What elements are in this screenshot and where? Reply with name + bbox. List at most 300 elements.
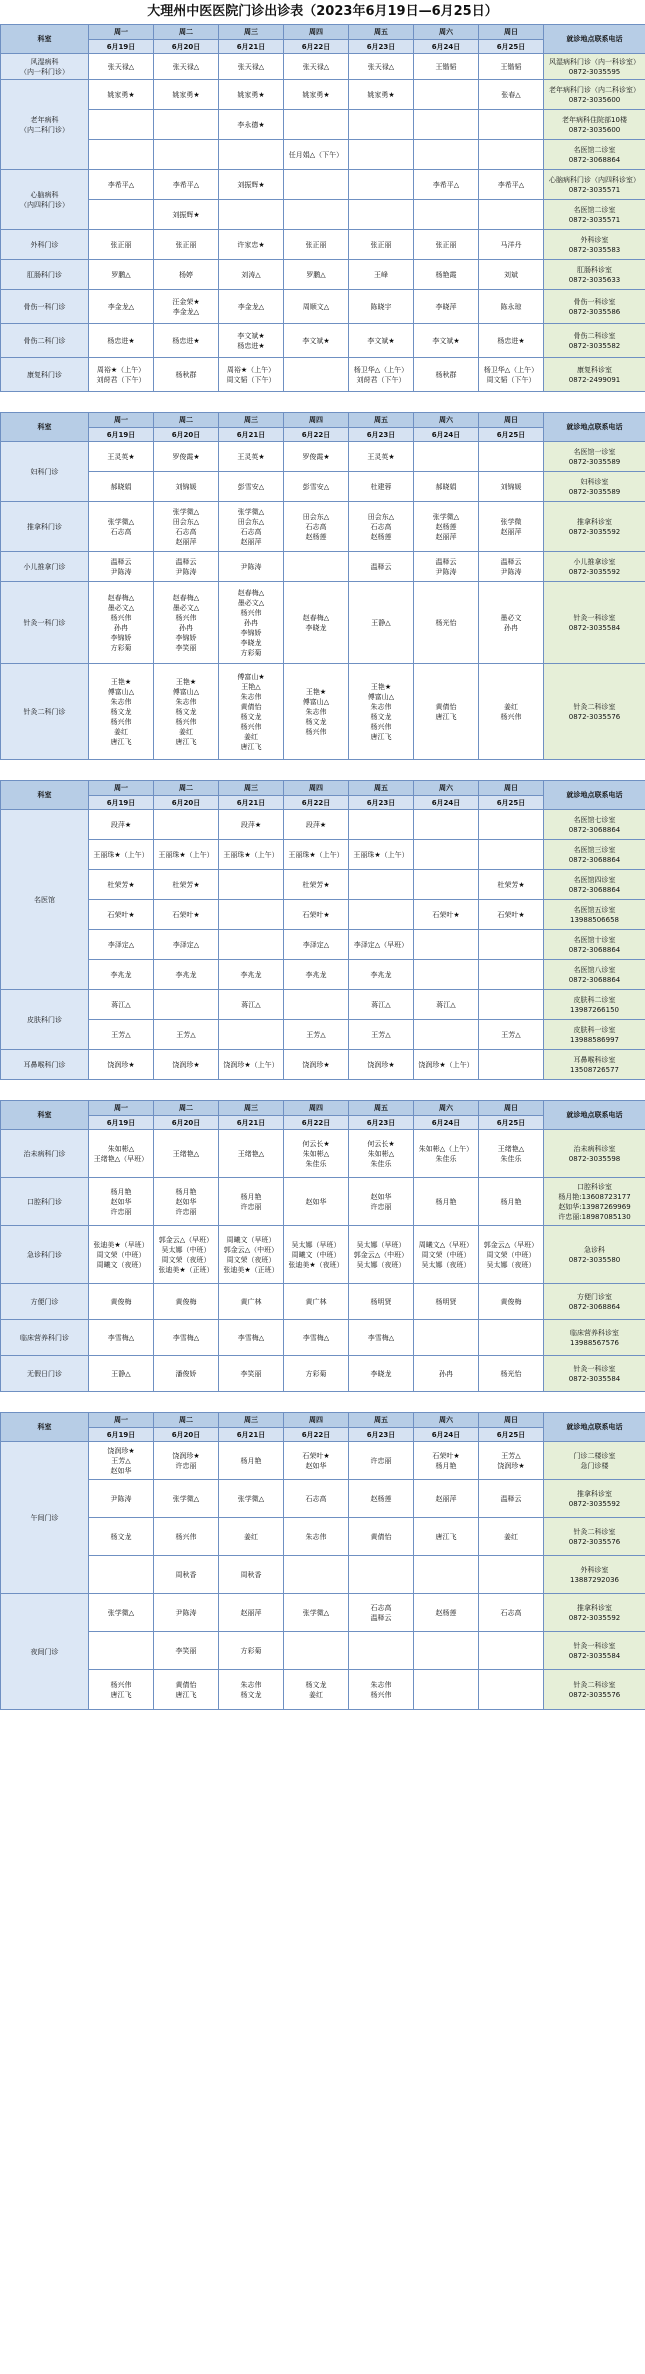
- cell-text: 午间门诊: [30, 1513, 59, 1522]
- cell-text: 李笑丽: [240, 1369, 262, 1378]
- column-header-contact: 就诊地点联系电话: [544, 25, 645, 54]
- cell-text: 彭雪安△: [302, 482, 330, 491]
- header-row-weekdays: [1, 781, 645, 796]
- doctor-cell: [219, 1020, 284, 1050]
- column-header-weekday: 周四: [284, 781, 349, 796]
- cell-text: 何云长★: [367, 1139, 395, 1148]
- table-row: [1, 1356, 645, 1392]
- cell-text: 老年病科住院部10楼: [562, 115, 627, 124]
- cell-text: 王艳★: [370, 682, 392, 691]
- table-row: [1, 990, 645, 1020]
- cell-text: 王艳★: [305, 687, 327, 696]
- doctor-cell: [414, 472, 479, 502]
- cell-text: 杨月艳: [240, 1192, 262, 1201]
- cell-text: 段萍★: [240, 820, 262, 829]
- doctor-cell: [414, 990, 479, 1020]
- doctor-cell: [414, 324, 479, 358]
- cell-text: 0872-3035600: [568, 95, 621, 104]
- cell-text: 0872-3035584: [568, 623, 621, 632]
- dept-cell: [1, 1226, 89, 1284]
- cell-text: 推拿科诊室: [577, 1489, 612, 1498]
- contact-cell: [544, 324, 645, 358]
- column-header-contact: 就诊地点联系电话: [544, 1413, 645, 1442]
- contact-cell: [544, 990, 645, 1020]
- doctor-cell: [349, 54, 414, 80]
- doctor-cell: [89, 358, 154, 392]
- cell-text: 杨兴伟: [500, 712, 522, 721]
- doctor-cell: [414, 1594, 479, 1632]
- table-row: [1, 110, 645, 140]
- column-header-date: 6月19日: [89, 1428, 154, 1442]
- header-row-weekdays: [1, 1413, 645, 1428]
- cell-text: 0872-3035576: [568, 712, 621, 721]
- cell-text: 黄倩怡: [370, 1532, 392, 1541]
- doctor-cell: [414, 1442, 479, 1480]
- column-header-weekday: 周三: [219, 413, 284, 428]
- contact-cell: [544, 54, 645, 80]
- cell-text: 张正丽: [370, 240, 392, 249]
- doctor-cell: [284, 170, 349, 200]
- column-header-date: 6月22日: [284, 1116, 349, 1130]
- table-row: [1, 810, 645, 840]
- schedule-table: [0, 412, 645, 760]
- cell-text: 张学微△: [237, 507, 265, 516]
- column-header-weekday: 周一: [89, 1101, 154, 1116]
- cell-text: 黄俊梅: [110, 1297, 132, 1306]
- cell-text: 0872-3035595: [568, 67, 621, 76]
- cell-text: 黄倩怡: [240, 702, 262, 711]
- table-row: [1, 358, 645, 392]
- cell-text: 黄倩怡: [435, 702, 457, 711]
- cell-text: 张春△: [501, 90, 521, 99]
- doctor-cell: [284, 110, 349, 140]
- cell-text: 尹陈涛: [175, 1608, 197, 1617]
- cell-text: 针灸一科诊室: [573, 1641, 616, 1650]
- dept-cell: [1, 260, 89, 290]
- doctor-cell: [479, 324, 544, 358]
- cell-text: 赵杨莲: [435, 1608, 457, 1617]
- doctor-cell: [479, 1226, 544, 1284]
- doctor-cell: [219, 960, 284, 990]
- cell-text: 治未病科诊室: [573, 1144, 616, 1153]
- column-header-contact: 就诊地点联系电话: [544, 1101, 645, 1130]
- doctor-cell: [349, 1284, 414, 1320]
- table-row: [1, 80, 645, 110]
- cell-text: 王芳△: [306, 1030, 326, 1039]
- cell-text: 耳鼻喉科诊室: [573, 1055, 616, 1064]
- cell-text: 田会东△: [172, 517, 200, 526]
- column-header-weekday: 周三: [219, 781, 284, 796]
- doctor-cell: [219, 990, 284, 1020]
- doctor-cell: [414, 960, 479, 990]
- doctor-cell: [284, 200, 349, 230]
- doctor-cell: [154, 54, 219, 80]
- doctor-cell: [219, 472, 284, 502]
- doctor-cell: [89, 930, 154, 960]
- cell-text: 0872-3035571: [568, 215, 621, 224]
- cell-text: 孙冉: [114, 623, 128, 632]
- cell-text: 周秋香: [175, 1570, 197, 1579]
- contact-cell: [544, 1670, 645, 1710]
- cell-text: 石荣叶★: [302, 910, 330, 919]
- doctor-cell: [284, 140, 349, 170]
- cell-text: 口腔科诊室: [577, 1182, 612, 1191]
- doctor-cell: [89, 1320, 154, 1356]
- doctor-cell: [154, 930, 219, 960]
- doctor-cell: [349, 442, 414, 472]
- doctor-cell: [284, 1356, 349, 1392]
- doctor-cell: [89, 200, 154, 230]
- header-row-weekdays: [1, 1101, 645, 1116]
- cell-text: 杨月艳: [435, 1197, 457, 1206]
- doctor-cell: [479, 810, 544, 840]
- doctor-cell: [414, 502, 479, 552]
- doctor-cell: [349, 1632, 414, 1670]
- cell-text: 王灵英★: [237, 452, 265, 461]
- doctor-cell: [414, 200, 479, 230]
- doctor-cell: [89, 1556, 154, 1594]
- cell-text: 郭金云△（中班）: [223, 1245, 279, 1254]
- doctor-cell: [154, 990, 219, 1020]
- cell-text: 外科诊室: [580, 235, 609, 244]
- cell-text: 朱志伟: [370, 1680, 392, 1689]
- cell-text: 赵杨莲: [305, 532, 327, 541]
- cell-text: 治未病科门诊: [23, 1149, 66, 1158]
- table-row: [1, 552, 645, 582]
- cell-text: 温释云: [175, 557, 197, 566]
- doctor-cell: [154, 840, 219, 870]
- contact-cell: [544, 1594, 645, 1632]
- doctor-cell: [89, 1442, 154, 1480]
- column-header-weekday: 周五: [349, 413, 414, 428]
- cell-text: 杨兴伟: [110, 613, 132, 622]
- cell-text: 赵春梅△: [237, 588, 265, 597]
- cell-text: 温释云: [500, 1494, 522, 1503]
- cell-text: 0872-3068864: [568, 975, 621, 984]
- doctor-cell: [219, 170, 284, 200]
- column-header-weekday: 周四: [284, 25, 349, 40]
- column-header-weekday: 周日: [479, 1101, 544, 1116]
- doctor-cell: [479, 1518, 544, 1556]
- doctor-cell: [414, 1518, 479, 1556]
- dept-cell: [1, 1130, 89, 1178]
- cell-text: 王绪艳△: [172, 1149, 200, 1158]
- table-row: [1, 1632, 645, 1670]
- dept-cell: [1, 1284, 89, 1320]
- cell-text: 石荣叶★: [432, 910, 460, 919]
- cell-text: 杨文龙: [110, 707, 132, 716]
- cell-text: 针灸一科诊室: [573, 613, 616, 622]
- cell-text: 急诊科: [584, 1245, 605, 1254]
- table-row: [1, 230, 645, 260]
- dept-cell: [1, 1356, 89, 1392]
- cell-text: 王丽珠★（上午）: [353, 850, 409, 859]
- cell-text: 李雪梅△: [367, 1333, 395, 1342]
- doctor-cell: [219, 1130, 284, 1178]
- cell-text: 孙冉: [504, 623, 518, 632]
- dept-cell: [1, 54, 89, 80]
- cell-text: 张天禄△: [367, 62, 395, 71]
- cell-text: 0872-3035589: [568, 457, 621, 466]
- cell-text: 0872-3068864: [568, 945, 621, 954]
- contact-cell: [544, 1518, 645, 1556]
- cell-text: 张天禄△: [302, 62, 330, 71]
- column-header-weekday: 周三: [219, 1101, 284, 1116]
- schedule-block: [0, 24, 645, 392]
- doctor-cell: [154, 200, 219, 230]
- cell-text: 杜荣芳★: [172, 880, 200, 889]
- column-header-date: 6月19日: [89, 796, 154, 810]
- cell-text: 李文斌★: [302, 336, 330, 345]
- doctor-cell: [89, 1020, 154, 1050]
- cell-text: 王灵英★: [107, 452, 135, 461]
- cell-text: 0872-3035582: [568, 341, 621, 350]
- cell-text: 心脑病科门诊（内四科诊室）: [549, 175, 640, 184]
- doctor-cell: [479, 1284, 544, 1320]
- cell-text: 吴太娜（早班）: [291, 1240, 341, 1249]
- column-header-weekday: 周一: [89, 781, 154, 796]
- cell-text: 13987266150: [570, 1005, 619, 1014]
- doctor-cell: [284, 358, 349, 392]
- doctor-cell: [154, 1518, 219, 1556]
- doctor-cell: [154, 502, 219, 552]
- cell-text: 李晓龙: [305, 623, 327, 632]
- doctor-cell: [154, 1594, 219, 1632]
- table-row: [1, 930, 645, 960]
- cell-text: 张学微△: [107, 517, 135, 526]
- cell-text: 杨兴伟: [110, 1680, 132, 1689]
- doctor-cell: [219, 290, 284, 324]
- doctor-cell: [219, 200, 284, 230]
- cell-text: 杨月艳: [240, 1456, 262, 1465]
- cell-text: 墨必文△: [172, 603, 200, 612]
- cell-text: 0872-3035584: [568, 1651, 621, 1660]
- cell-text: 王丽珠★（上午）: [288, 850, 344, 859]
- cell-text: 杨文龙: [240, 1690, 262, 1699]
- cell-text: 郭金云△（早班）: [483, 1240, 539, 1249]
- doctor-cell: [154, 80, 219, 110]
- column-header-date: 6月20日: [154, 796, 219, 810]
- doctor-cell: [479, 170, 544, 200]
- doctor-cell: [219, 260, 284, 290]
- cell-text: 李泽定△: [172, 940, 200, 949]
- cell-text: 张正丽: [110, 240, 132, 249]
- cell-text: 李雪梅△: [107, 1333, 135, 1342]
- doctor-cell: [284, 80, 349, 110]
- doctor-cell: [349, 1480, 414, 1518]
- cell-text: 饶润珍★: [367, 1060, 395, 1069]
- cell-text: 无假日门诊: [27, 1369, 62, 1378]
- doctor-cell: [89, 1480, 154, 1518]
- cell-text: 唐江飞: [110, 737, 132, 746]
- cell-text: 张迪美★（早班）: [93, 1240, 149, 1249]
- doctor-cell: [479, 552, 544, 582]
- doctor-cell: [349, 170, 414, 200]
- doctor-cell: [219, 1284, 284, 1320]
- column-header-weekday: 周二: [154, 413, 219, 428]
- doctor-cell: [219, 1442, 284, 1480]
- column-header-date: 6月19日: [89, 40, 154, 54]
- doctor-cell: [479, 1632, 544, 1670]
- schedule-block: [0, 412, 645, 760]
- dept-cell: [1, 230, 89, 260]
- column-header-weekday: 周一: [89, 1413, 154, 1428]
- cell-text: 杨兴伟: [370, 722, 392, 731]
- cell-text: 杨婷: [179, 270, 193, 279]
- column-header-date: 6月25日: [479, 1116, 544, 1130]
- cell-text: 小儿推拿门诊: [23, 562, 66, 571]
- contact-cell: [544, 358, 645, 392]
- cell-text: 杨兴伟: [240, 722, 262, 731]
- doctor-cell: [89, 110, 154, 140]
- doctor-cell: [479, 1356, 544, 1392]
- cell-text: 张学微△: [432, 512, 460, 521]
- schedule-block: [0, 1100, 645, 1392]
- contact-cell: [544, 230, 645, 260]
- doctor-cell: [219, 1518, 284, 1556]
- cell-text: 张天禄△: [172, 62, 200, 71]
- cell-text: 杨秋群: [175, 370, 197, 379]
- column-header-date: 6月24日: [414, 796, 479, 810]
- doctor-cell: [284, 990, 349, 1020]
- cell-text: 朱志伟: [370, 702, 392, 711]
- cell-text: 名医馆三诊室: [573, 845, 616, 854]
- cell-text: 赵春梅△: [107, 593, 135, 602]
- doctor-cell: [284, 1670, 349, 1710]
- cell-text: 罗俊霞★: [172, 452, 200, 461]
- cell-text: 姚家勇★: [237, 90, 265, 99]
- cell-text: 推拿科诊室: [577, 517, 612, 526]
- cell-text: 杨文龙: [240, 712, 262, 721]
- column-header-weekday: 周三: [219, 1413, 284, 1428]
- doctor-cell: [219, 1632, 284, 1670]
- cell-text: 朱志伟: [175, 697, 197, 706]
- column-header-date: 6月21日: [219, 1428, 284, 1442]
- cell-text: 杜建蓉: [370, 482, 392, 491]
- doctor-cell: [414, 358, 479, 392]
- doctor-cell: [89, 870, 154, 900]
- doctor-cell: [349, 472, 414, 502]
- column-header-weekday: 周四: [284, 1101, 349, 1116]
- cell-text: 王芳△: [176, 1030, 196, 1039]
- doctor-cell: [89, 290, 154, 324]
- cell-text: 段萍★: [305, 820, 327, 829]
- doctor-cell: [414, 900, 479, 930]
- column-header-weekday: 周二: [154, 781, 219, 796]
- table-row: [1, 1320, 645, 1356]
- column-header-date: 6月23日: [349, 40, 414, 54]
- cell-text: 郭金云△（早班）: [158, 1235, 214, 1244]
- cell-text: 刘振辉★: [237, 180, 265, 189]
- cell-text: 赵丽萍: [240, 1608, 262, 1617]
- contact-cell: [544, 960, 645, 990]
- doctor-cell: [89, 552, 154, 582]
- doctor-cell: [414, 1480, 479, 1518]
- cell-text: 朱佳乐: [500, 1154, 522, 1163]
- column-header-date: 6月20日: [154, 1428, 219, 1442]
- cell-text: 名医馆二诊室: [573, 145, 616, 154]
- cell-text: 周文韬（下午）: [226, 375, 276, 384]
- column-header-date: 6月25日: [479, 796, 544, 810]
- doctor-cell: [414, 552, 479, 582]
- cell-text: 李兆龙: [305, 970, 327, 979]
- doctor-cell: [284, 1320, 349, 1356]
- doctor-cell: [479, 1480, 544, 1518]
- doctor-cell: [219, 1226, 284, 1284]
- cell-text: 李希平△: [172, 180, 200, 189]
- cell-text: 李永德★: [237, 120, 265, 129]
- cell-text: 黄广林: [305, 1297, 327, 1306]
- cell-text: 李兆龙: [240, 970, 262, 979]
- doctor-cell: [89, 502, 154, 552]
- schedule-table: [0, 1100, 645, 1392]
- cell-text: 唐江飞: [175, 737, 197, 746]
- contact-cell: [544, 80, 645, 110]
- column-header-date: 6月20日: [154, 428, 219, 442]
- cell-text: 石志高: [305, 522, 327, 531]
- doctor-cell: [219, 900, 284, 930]
- cell-text: 王绪艳△（早班）: [93, 1154, 149, 1163]
- cell-text: 朱如彬△（上午）: [418, 1144, 474, 1153]
- cell-text: 饶润珍★: [172, 1060, 200, 1069]
- cell-text: 姜红: [244, 732, 258, 741]
- cell-text: 王丽珠★（上午）: [93, 850, 149, 859]
- cell-text: 李晓萍: [435, 302, 457, 311]
- doctor-cell: [284, 1226, 349, 1284]
- doctor-cell: [154, 664, 219, 760]
- contact-cell: [544, 1632, 645, 1670]
- contact-cell: [544, 840, 645, 870]
- doctor-cell: [89, 1632, 154, 1670]
- table-row: [1, 324, 645, 358]
- cell-text: 许家忠★: [237, 240, 265, 249]
- cell-text: 王艳★: [175, 677, 197, 686]
- cell-text: 姚家勇★: [302, 90, 330, 99]
- cell-text: 杨月艳: [435, 1461, 457, 1470]
- cell-text: 周曦文（夜班）: [96, 1260, 146, 1269]
- cell-text: 王芳△: [111, 1030, 131, 1039]
- cell-text: 心脑病科: [30, 190, 59, 199]
- cell-text: 0872-3035600: [568, 125, 621, 134]
- doctor-cell: [414, 810, 479, 840]
- cell-text: 王艳★: [110, 677, 132, 686]
- cell-text: 孙冉: [439, 1369, 453, 1378]
- cell-text: 朱志伟: [305, 707, 327, 716]
- cell-text: 张正丽: [435, 240, 457, 249]
- cell-text: 针灸二科诊室: [573, 1680, 616, 1689]
- table-row: [1, 1020, 645, 1050]
- column-header-weekday: 周二: [154, 1413, 219, 1428]
- doctor-cell: [349, 260, 414, 290]
- doctor-cell: [414, 170, 479, 200]
- cell-text: 黄俊梅: [175, 1297, 197, 1306]
- cell-text: 名医馆五诊室: [573, 905, 616, 914]
- cell-text: 0872-3035598: [568, 1154, 621, 1163]
- column-header-date: 6月22日: [284, 428, 349, 442]
- cell-text: 饶润珍★: [172, 1451, 200, 1460]
- cell-text: 门诊二楼诊室: [573, 1451, 616, 1460]
- table-row: [1, 1284, 645, 1320]
- contact-cell: [544, 582, 645, 664]
- doctor-cell: [479, 582, 544, 664]
- doctor-cell: [284, 582, 349, 664]
- cell-text: 石志高: [370, 1603, 392, 1612]
- cell-text: 方彩菊: [240, 1646, 262, 1655]
- doctor-cell: [349, 840, 414, 870]
- cell-text: 蒋江△: [371, 1000, 391, 1009]
- doctor-cell: [154, 1178, 219, 1226]
- schedule-table: [0, 1412, 645, 1710]
